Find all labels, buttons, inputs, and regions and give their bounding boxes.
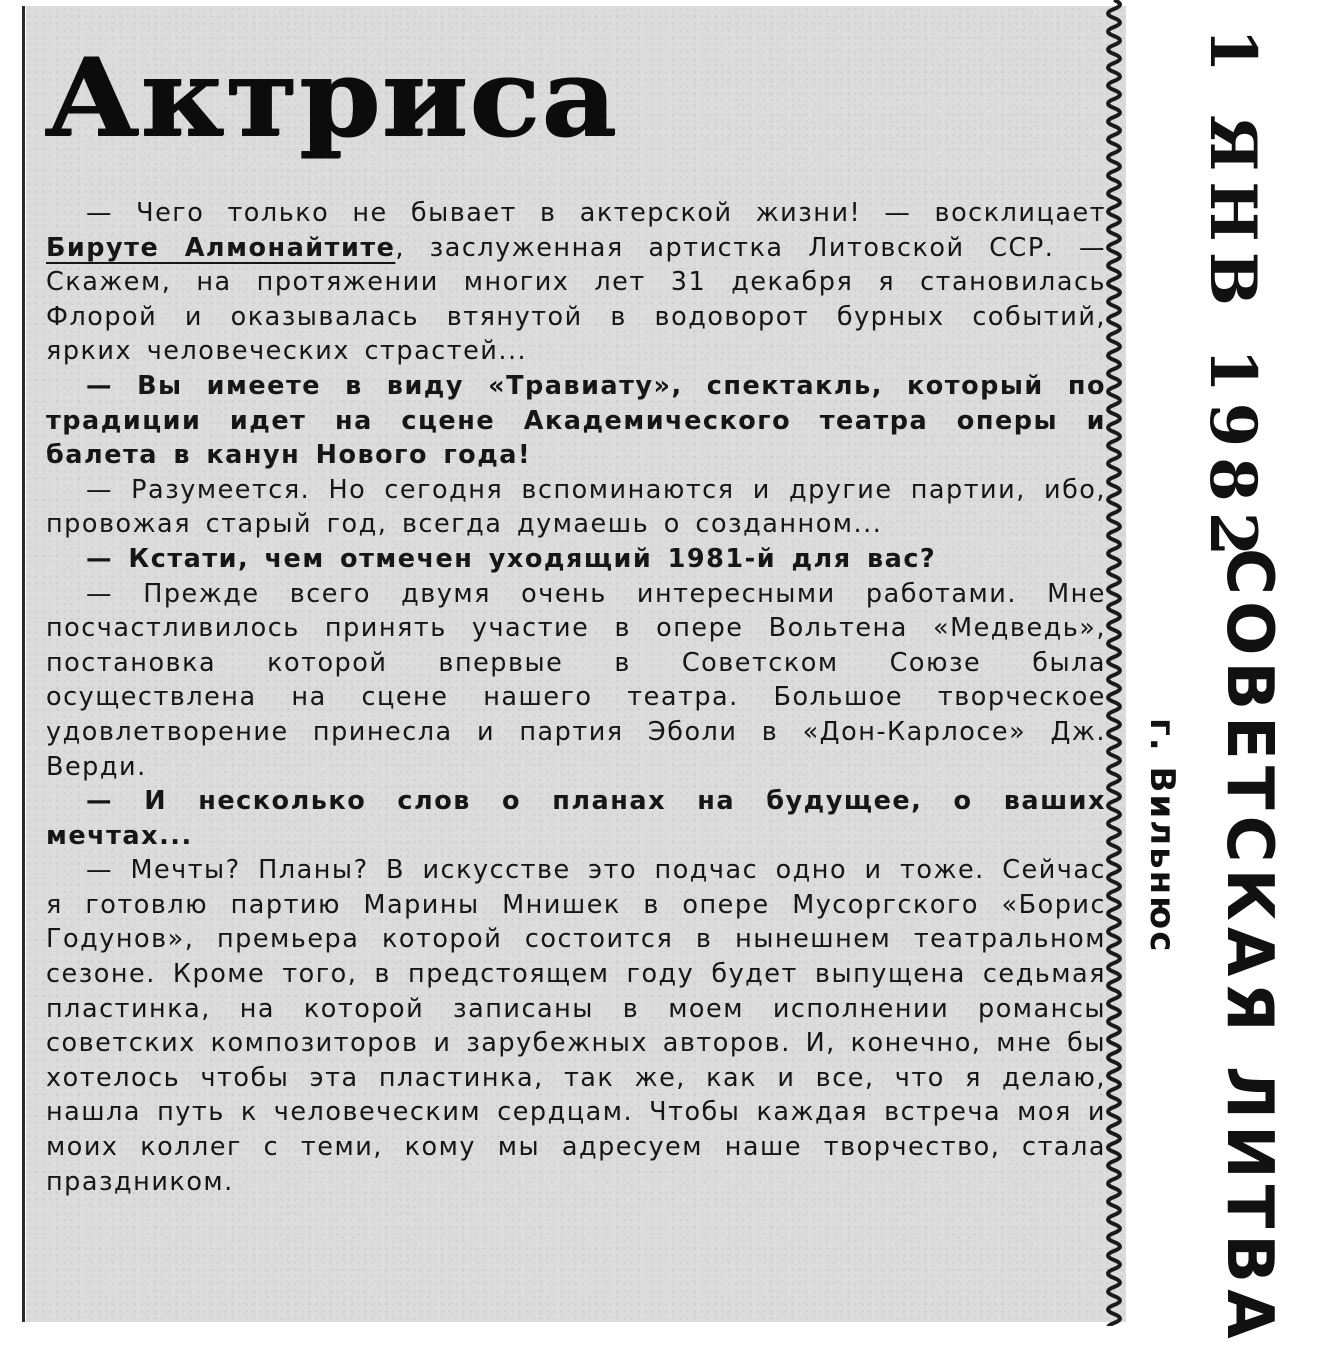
question-paragraph: — Кстати, чем отмечен уходящий 1981-й для вас? [86,543,937,574]
newspaper-stamp: СОВЕТСКАЯ ЛИТВА [1212,548,1286,1345]
answer-paragraph: — Прежде всего двумя очень интересными работами. Мне посчастливилось принять участие в опере Вольтена «Медведь», постановка которой впервые в Советском Союзе была осуществлена на сцене нашего театра. Большое творческое удовлетворение принесла и партия Эболи в «Дон-Карлосе» Дж. Верди. [46,578,1106,782]
date-stamp: 1 ЯНВ 1982 [1195,28,1270,567]
answer-paragraph: — Разумеется. Но сегодня вспоминаются и другие партии, ибо, провожая старый год, всегда думаешь о созданном... [46,474,1106,540]
paragraph-text: — Чего только не бывает в актерской жизни! — восклицает [86,198,1106,228]
perforated-edge [1100,0,1140,1326]
headline: Актриса [44,35,618,161]
actress-name: Бируте Алмонайтите [46,232,396,263]
question-paragraph: — И несколько слов о планах на будущее, о ваших мечтах... [46,786,1106,851]
answer-paragraph: — Мечты? Планы? В искусстве это подчас одно и тоже. Сейчас я готовлю партию Марины Мнишек в опере Мусоргского «Борис Годунов», премьера которой состоится в нынешнем театральном сезоне. Кроме того, в предстоящем году будет выпущена седьмая пластинка, на которой записаны в моем исполнении романсы советских композиторов и зарубежных авторов. И, конечно, мне бы хотелось чтобы эта пластинка, так же, как и все, что я делаю, нашла путь к человеческим сердцам. Чтобы каждая встреча моя и моих коллег с теми, кому мы адресуем наше творчество, стала праздником. [46,855,1106,1197]
answer-paragraph [46,196,1106,369]
article-body [46,196,1106,1199]
city-stamp: г. Вильнюс [1142,718,1182,954]
paragraph-text: , заслуженная артистка Литовской ССР. — Скажем, на протяжении многих лет 31 декабря я становилась Флорой и оказывалась втянутой в водоворот бурных событий, ярких человеческих страстей... [46,232,1106,367]
clipping-left-edge [22,6,35,1322]
question-paragraph: — Вы имеете в виду «Травиату», спектакль, который по традиции идет на сцене Академического театра оперы и балета в канун Нового года! [46,370,1106,471]
